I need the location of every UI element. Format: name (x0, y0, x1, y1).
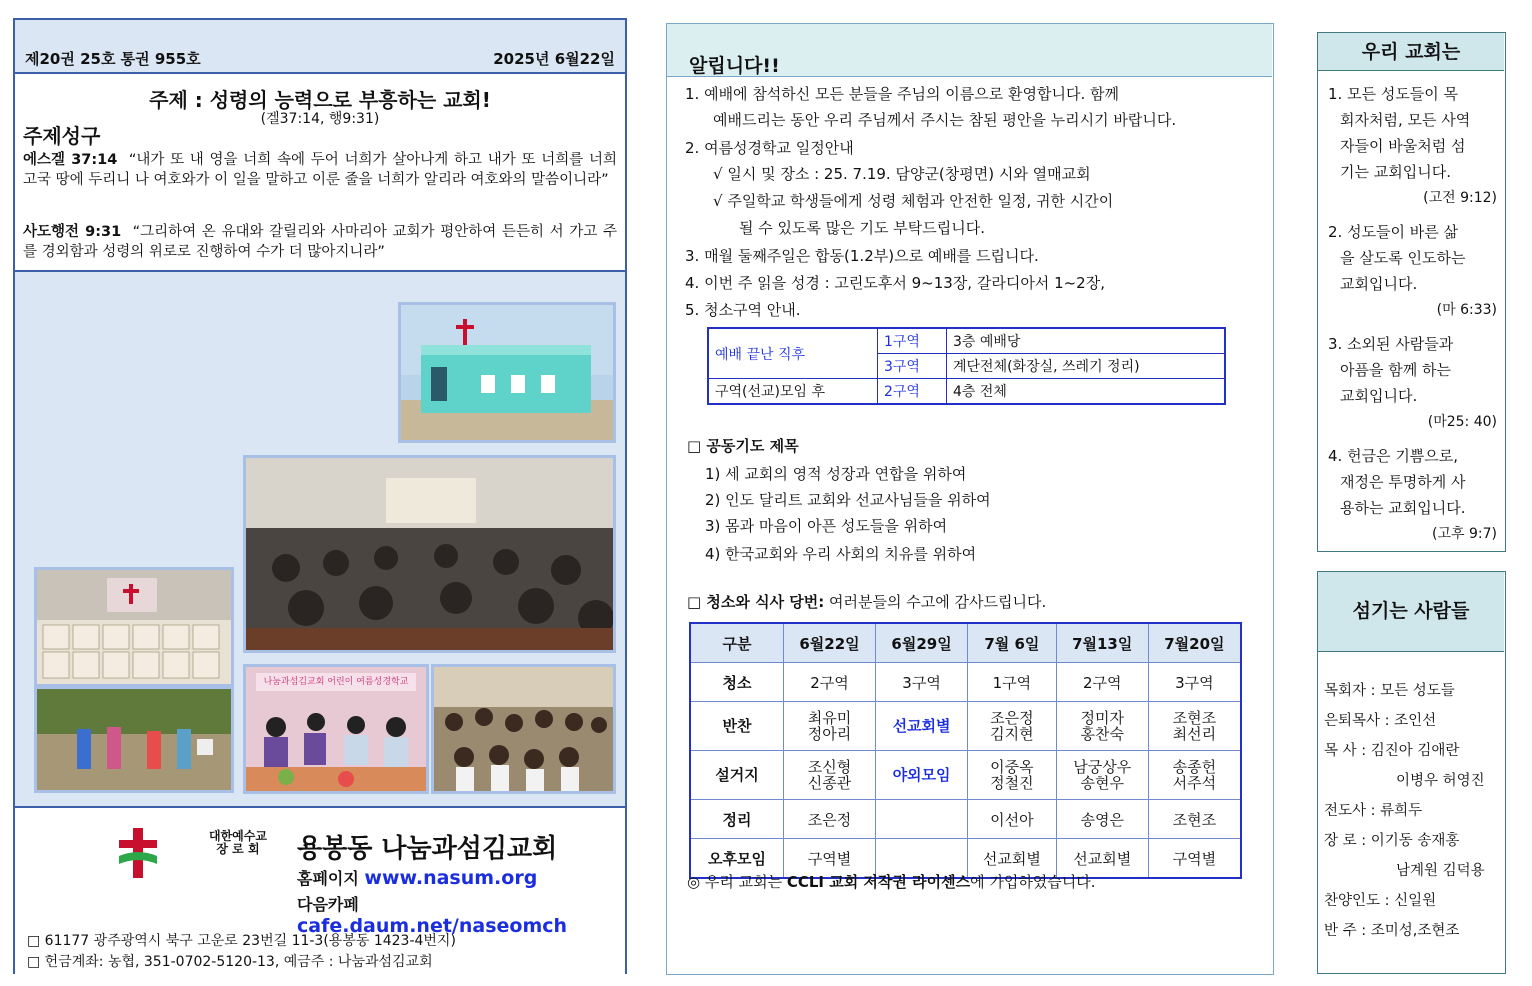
duty-cell: 조은정 김지현 (968, 702, 1057, 751)
summer-school-cooking-photo (243, 664, 429, 794)
outdoor-distribution-photo (34, 686, 234, 793)
duty-schedule-table (689, 622, 1242, 879)
table-header-row (690, 623, 1241, 663)
staff-line: 찬양인도 : 신일원 (1324, 893, 1437, 909)
theme-section (15, 74, 625, 272)
worship-service-photo (243, 455, 616, 653)
duty-table-body (690, 663, 1241, 879)
duty-cell: 이중옥 정철진 (968, 751, 1057, 800)
church-building-photo (398, 302, 616, 443)
prayer-item: 4) 한국교회와 우리 사회의 치유를 위하여 (705, 545, 977, 563)
duty-cell (876, 800, 968, 839)
announcement-3: 3. 매월 둘째주일은 합동(1.2부)으로 예배를 드립니다. (685, 247, 1039, 265)
announcements-heading: 알립니다!! (689, 55, 780, 77)
announcements-panel (666, 23, 1274, 975)
verse-heading: 주제성구 (23, 124, 101, 148)
church-address: □ 61177 광주광역시 북구 고운로 23번길 11-3(용봉동 1423-4번지) (27, 933, 456, 949)
ccli-pre: ◎ 우리 교회는 (687, 873, 787, 891)
staff-line: 이병우 허영진 (1396, 773, 1485, 789)
task-cell: 4층 전체 (947, 379, 1226, 405)
announcement-2: 2. 여름성경학교 일정안내 (685, 139, 854, 157)
announcements-header (667, 24, 1272, 77)
table-row (708, 328, 1225, 354)
duty-cell: 2구역 (784, 663, 876, 702)
after-worship-label: 예배 끝난 직후 (708, 328, 878, 379)
task-cell: 계단전체(화장실, 쓰레기 정리) (947, 354, 1226, 379)
staff-line: 장 로 : 이기동 송재홍 (1324, 833, 1460, 849)
duty-heading-bold: □ 청소와 식사 당번: (687, 593, 825, 611)
header-cell: 6월29일 (876, 623, 968, 663)
verse-2-ref: 사도행전 9:31 (23, 224, 122, 240)
bulletin-date: 2025년 6월22일 (493, 50, 615, 68)
ccli-bold: CCLI 교회 저작권 라이센스 (786, 873, 971, 891)
photo-banner: 나눔과섬김교회 어린이 여름성경학교 (256, 673, 416, 691)
announcement-2-b-cont: 될 수 있도록 많은 기도 부탁드립니다. (739, 219, 985, 237)
volume-issue: 제20권 25호 통권 955호 (25, 50, 201, 68)
table-row (690, 751, 1241, 800)
header-cell: 6월22일 (784, 623, 876, 663)
homepage-link[interactable]: www.nasum.org (364, 867, 538, 889)
duty-cell: 구역별 (1148, 839, 1241, 879)
church-cross-logo-icon (115, 826, 161, 880)
duty-cell: 송종헌 서주석 (1148, 751, 1241, 800)
after-group-label: 구역(선교)모임 후 (708, 379, 878, 405)
duty-cell: 남궁상우 송현우 (1056, 751, 1148, 800)
staff-line: 은퇴목사 : 조인선 (1324, 713, 1437, 729)
duty-heading (687, 592, 1046, 612)
duty-cell: 선교회별 (1056, 839, 1148, 879)
offering-account: □ 헌금계좌: 농협, 351-0702-5120-13, 예금주 : 나눔과섬김교회 (27, 954, 433, 970)
duty-cell: 선교회별 (876, 702, 968, 751)
homepage-row (297, 866, 537, 889)
zone-cell: 2구역 (878, 379, 947, 405)
row-label-cell: 반찬 (690, 702, 784, 751)
about-line: 용하는 교회입니다. (1340, 499, 1466, 517)
about-ref: (마 6:33) (1436, 302, 1497, 318)
cafe-label: 다음카페 (297, 895, 359, 914)
row-label-cell: 청소 (690, 663, 784, 702)
duty-cell: 조현조 최선리 (1148, 702, 1241, 751)
staff-line: 목회자 : 모든 성도들 (1324, 683, 1455, 699)
bulletin-header (15, 20, 625, 74)
duty-cell: 2구역 (1056, 663, 1148, 702)
about-ref: (고전 9:12) (1423, 190, 1497, 206)
about-line: 2. 성도들이 바른 삶 (1328, 223, 1459, 241)
cafe-link[interactable]: cafe.daum.net/naseomch (297, 915, 568, 937)
announcement-2-b: √ 주일학교 학생들에게 성령 체험과 안전한 일정, 귀한 시간이 (713, 192, 1114, 210)
ccli-post: 에 가입하였습니다. (970, 873, 1096, 891)
duty-heading-rest: 여러분들의 수고에 감사드립니다. (824, 593, 1047, 611)
about-ref: (고후 9:7) (1432, 526, 1497, 542)
church-name: 용봉동 나눔과섬김교회 (297, 834, 558, 864)
announcement-4: 4. 이번 주 읽을 성경 : 고린도후서 9~13장, 갈라디아서 1~2장, (685, 274, 1105, 292)
zone-cell: 1구역 (878, 328, 947, 354)
table-row (690, 663, 1241, 702)
duty-cell: 조현조 (1148, 800, 1241, 839)
about-line: 4. 헌금은 기쁨으로, (1328, 447, 1459, 465)
duty-cell: 1구역 (968, 663, 1057, 702)
duty-cell: 송영은 (1056, 800, 1148, 839)
header-cell: 7월13일 (1056, 623, 1148, 663)
staff-line: 반 주 : 조미성,조현조 (1324, 923, 1460, 939)
about-line: 교회입니다. (1340, 387, 1418, 405)
about-church-box (1317, 32, 1506, 552)
about-line: 을 살도록 인도하는 (1340, 249, 1466, 267)
duty-cell: 정미자 홍찬숙 (1056, 702, 1148, 751)
left-panel (13, 18, 627, 974)
about-line: 아픔을 함께 하는 (1340, 361, 1451, 379)
denomination-line-1: 대한예수교 (209, 829, 267, 843)
cleaning-zone-table (707, 327, 1226, 405)
table-row (690, 800, 1241, 839)
task-cell: 3층 예배당 (947, 328, 1226, 354)
prayer-item: 2) 인도 달리트 교회와 선교사님들을 위하여 (705, 491, 991, 509)
staff-line: 전도사 : 류희두 (1324, 803, 1423, 819)
prayer-item: 3) 몸과 마음이 아픈 성도들을 위하여 (705, 517, 948, 535)
verse-2-text: “그리하여 온 유대와 갈릴리와 사마리아 교회가 평안하여 든든히 서 가고 주를 경외함과 성령의 위로로 진행하여 수가 더 많아지니라” (23, 224, 617, 260)
header-cell: 7월20일 (1148, 623, 1241, 663)
verse-1-ref: 에스겔 37:14 (23, 152, 118, 168)
prayer-item: 1) 세 교회의 영적 성장과 연합을 위하여 (705, 465, 967, 483)
about-line: 교회입니다. (1340, 275, 1418, 293)
about-ref: (마25: 40) (1427, 414, 1497, 430)
theme-refs: (겔37:14, 행9:31) (260, 111, 380, 127)
about-line: 회자처럼, 모든 사역 (1340, 111, 1471, 129)
announcement-2-a: √ 일시 및 장소 : 25. 7.19. 담양군(창평면) 시와 열매교회 (713, 165, 1091, 183)
table-row (690, 702, 1241, 751)
table-row (708, 379, 1225, 405)
children-group-photo (431, 664, 616, 794)
duty-cell: 3구역 (1148, 663, 1241, 702)
about-line: 기는 교회입니다. (1340, 163, 1451, 181)
homepage-label: 홈페이지 (297, 869, 359, 888)
row-label-cell: 오후모임 (690, 839, 784, 879)
header-cell: 구분 (690, 623, 784, 663)
announcement-1: 1. 예배에 참석하신 모든 분들을 주님의 이름으로 환영합니다. 함께 (685, 85, 1119, 103)
duty-cell: 야외모임 (876, 751, 968, 800)
duty-cell: 최유미 정아리 (784, 702, 876, 751)
rice-bags-photo (34, 567, 234, 687)
duty-cell: 조신형 신종관 (784, 751, 876, 800)
about-line: 1. 모든 성도들이 목 (1328, 85, 1459, 103)
staff-heading: 섬기는 사람들 (1318, 572, 1504, 652)
announcement-1-cont: 예배드리는 동안 우리 주님께서 주시는 참된 평안을 누리시기 바랍니다. (713, 111, 1177, 129)
duty-cell: 선교회별 (968, 839, 1057, 879)
duty-cell: 구역별 (784, 839, 876, 879)
denomination (209, 830, 267, 856)
staff-line: 남계원 김덕용 (1396, 863, 1485, 879)
about-line: 재정은 투명하게 사 (1340, 473, 1466, 491)
row-label-cell: 정리 (690, 800, 784, 839)
ccli-notice (687, 872, 1096, 892)
duty-cell: 이선아 (968, 800, 1057, 839)
about-line: 자들이 바울처럼 섬 (1340, 137, 1466, 155)
verse-2 (23, 222, 617, 262)
duty-cell: 3구역 (876, 663, 968, 702)
zone-cell: 3구역 (878, 354, 947, 379)
header-cell: 7월 6일 (968, 623, 1057, 663)
church-info-footer (15, 806, 625, 974)
staff-line: 목 사 : 김진아 김애란 (1324, 743, 1460, 759)
about-line: 3. 소외된 사람들과 (1328, 335, 1454, 353)
verse-1-text: “내가 또 내 영을 너희 속에 두어 너희가 살아나게 하고 내가 또 너희를 너희 고국 땅에 두리니 나 여호와가 이 일을 말하고 이룬 줄을 너희가 알리라 여호와의 말씀이니라” (23, 152, 617, 188)
theme-title: 주제 : 성령의 능력으로 부흥하는 교회! (149, 88, 491, 112)
duty-cell: 조은정 (784, 800, 876, 839)
verse-1 (23, 150, 617, 190)
prayer-heading: □ 공동기도 제목 (687, 437, 799, 455)
row-label-cell: 설거지 (690, 751, 784, 800)
staff-box (1317, 571, 1506, 974)
about-heading: 우리 교회는 (1318, 33, 1504, 71)
denomination-line-2: 장 로 회 (216, 842, 260, 856)
photo-collage (15, 272, 625, 804)
announcement-5: 5. 청소구역 안내. (685, 301, 801, 319)
